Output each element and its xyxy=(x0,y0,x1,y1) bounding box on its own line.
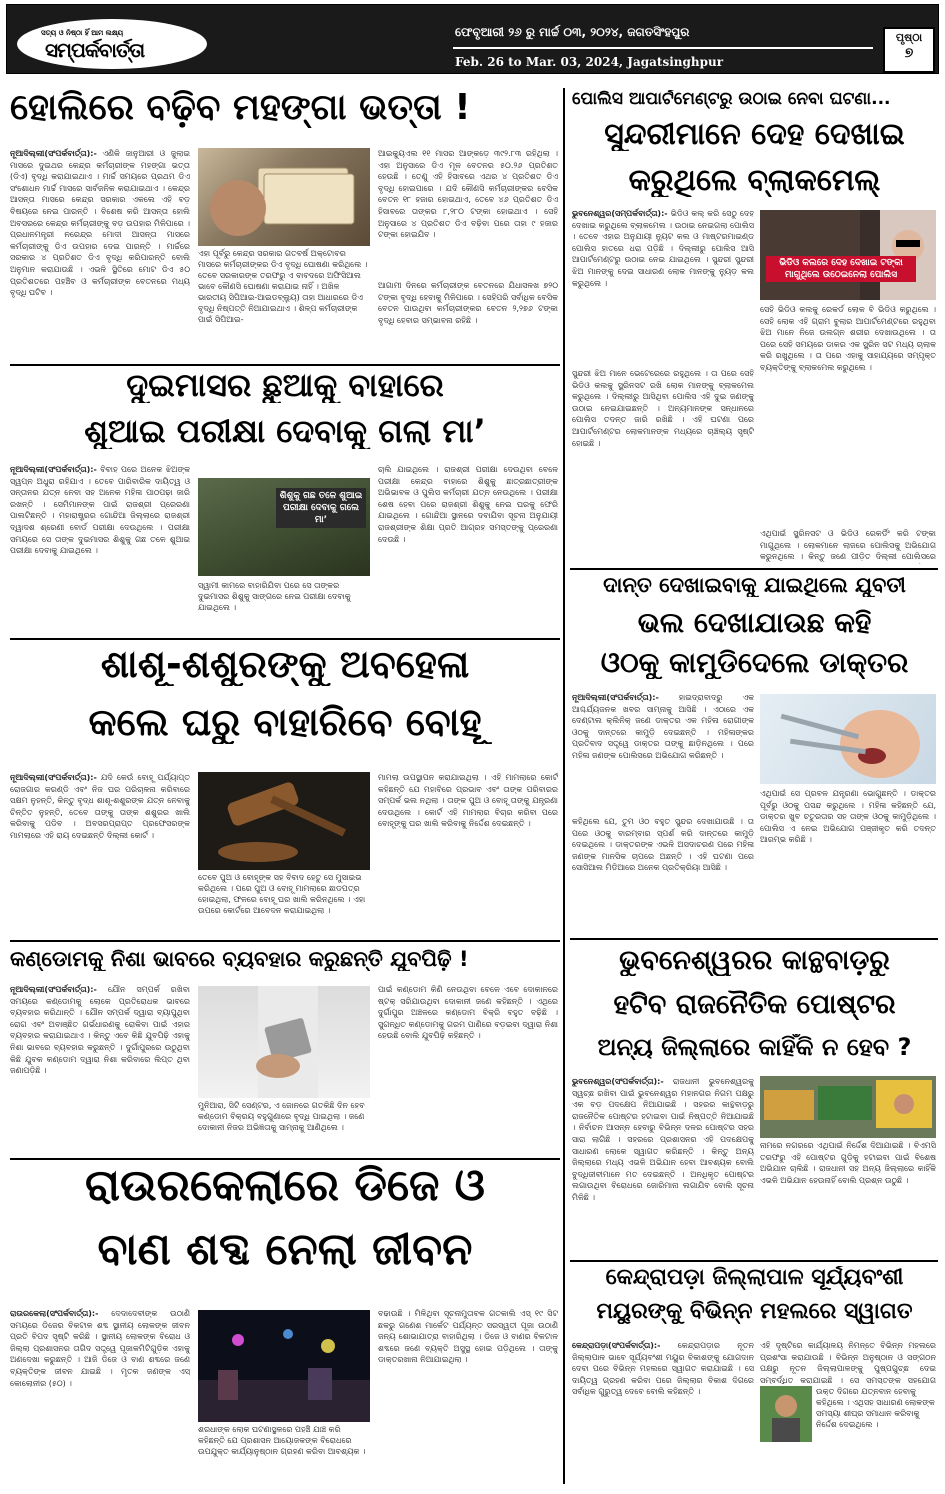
headline-raurkela-line1: ରାଉରକେଲାରେ ଡିଜେ ଓ xyxy=(84,1162,486,1211)
byline: ନୂଆଦିଲ୍ଲୀ(ସଂପର୍କବାର୍ତ୍ତା):- xyxy=(572,693,659,702)
article-kendrapara-caption: ଉକ୍ତ ଦିଗରେ ଯତ୍ନବାନ ହେବାକୁ କହିଥିଲେ । ଏଥିସହ ସାଧାରଣ ଲୋକଙ୍କ ସମସ୍ୟା ଶୀଘ୍ର ସମାଧାନ କରିବାକୁ ନିର୍ଦ୍ଦେଶ ଦେଇଥିଲେ । xyxy=(816,1387,935,1429)
article-condom-caption: ମୁନିଆରା, ସିଟି ସେଣ୍ଟର, ଏ ଜୋନରେ ଗତକିଛି ଦିନ ହେବ କଣ୍ଡୋମ ବିକ୍ରୟ ବହୁଗୁଣାରେ ବୃଦ୍ଧି ପାଇଥିଲା । ଜଣେ ଦୋକାନୀ ନିଜର ଅଭିଜ୍ଞତାକୁ ସାମ୍ନାକୁ ଆଣିଥିଲେ । xyxy=(198,1101,365,1132)
photo-overlay-text: ଶିଶୁକୁ ଗଛ ତଳେ ଶୁଆଇ ପରୀକ୍ଷା ଦେବାକୁ ଗଲେ ମା’ xyxy=(276,488,366,528)
headline-inlaws-line1: ଶାଶୂ-ଶଶୁରଙ୍କୁ ଅବହେଳା xyxy=(100,644,470,686)
article-blackmail-col2: ସେହି ଭିଡିଓ କଲକୁ ରେକର୍ଡ ଲୋକ ବି ଭିଡିଓ କରୁଥିଲେ । ସେହି ଲୋକ ଏହି ଗ୍ରାମ ବୁଲାର ଆପାର୍ଟମେଣ୍ଟରେ ରହୁଥିବା ଝିଅ ମାନେ ନିଜେ ଉଲଗ୍ନ ଶରୀର ଦେଖାଉଥିଲେ । ତା ପରେ ସେହି ସମୟରେ ଡାକର ଏକ ସ୍କ୍ରିନ ସଟ ମଧ୍ୟ ଚାଲାକ କରି ରଖୁଥିଲେ । ତା ପରେ ଏହାକୁ ସାହାଯ୍ୟରେ ସମ୍ପୃକ୍ତ ବ୍ୟକ୍ତିଙ୍କୁ ବ୍ଲାକମେଲ କରୁଥିଲେ । xyxy=(760,305,936,372)
divider xyxy=(10,940,560,942)
article-text: କେନ୍ଦ୍ରାପଡ଼ାର ନୂତନ ଜିଲ୍ଲାପାଳ ଭାବେ ସୂର୍ଯ୍ୟବଂଶୀ ମୟୁର ବିକାଶଙ୍କୁ ଯୋଗଦାନ ଦେବା ପରେ ବିଭିନ୍ନ ମହଲରେ ସ୍ୱାଗତ କରାଯାଇଛି । ସେ ଦାୟିତ୍ୱ ଗ୍ରହଣ କରିବା ପରେ ଜିଲ୍ଲାର ବିକାଶ ଦିଗରେ ସର୍ବାଧିକ ଗୁରୁତ୍ୱ ଦେବେ ବୋଲି କହିଛନ୍ତି । xyxy=(572,1341,754,1397)
divider xyxy=(10,1158,560,1160)
issue-date-english: Feb. 26 to Mar. 03, 2024, Jagatsinghpur xyxy=(455,55,724,69)
divider xyxy=(10,638,560,640)
byline: ଭୁବନେଶ୍ୱର(ସଂପର୍କବାର୍ତ୍ତା):- xyxy=(572,1077,664,1086)
article-raurkela-col1 xyxy=(10,1308,190,1484)
byline: କେନ୍ଦ୍ରାପଡ଼ା(ସଂପର୍କବାର୍ତ୍ତା):- xyxy=(572,1341,661,1350)
article-kendrapara-col2: ଏହି ଦୃଷ୍ଟିରେ କାର୍ଯ୍ୟାଳୟ ନିମନ୍ତେ ବିଭିନ୍ନ ମହଲରେ ପ୍ରଶଂସା କରାଯାଉଛି । ବିଭିନ୍ନ ଅନୁଷ୍ଠାନ ଓ ସଙ୍ଗଠନ ପକ୍ଷରୁ ନୂତନ ଜିଲ୍ଲାପାଳଙ୍କୁ ପୁଷ୍ପଗୁଚ୍ଛ ଦେଇ ସମ୍ବର୍ଦ୍ଧିତ କରାଯାଇଛି । ସେ ସମସ୍ତଙ୍କ ସହଯୋଗ xyxy=(760,1341,936,1384)
article-mother-col1 xyxy=(10,464,190,634)
condom-photo xyxy=(198,986,370,1098)
article-mother-caption: ସ୍ୱାମୀ କାମରେ ବାହାରିଯିବା ପରେ ସେ ତାଙ୍କର ଦୁଇମାସର ଶିଶୁକୁ ସାଙ୍ଗରେ ନେଇ ପରୀକ୍ଷା ଦେବାକୁ ଯାଇଥିଲେ । xyxy=(198,581,351,612)
article-holi-col2: ଆଇକ୍ୟୁଏଲ ୧୧ ମାସର ଆଙ୍କଡ଼େ ୩୯୨.୮୩ ରହିଥିଲା । ଏହା ଅନୁସାରେ ଡିଏ ମୂଳ ବେତନର ୫୦.୨୬ ପ୍ରତିଶତ ହେଉଛି । ତେଣୁ ଏହି ହିସାବରେ ଏଥର ୪ ପ୍ରତିଶତ ଡିଏ ବୃଦ୍ଧି ହୋଇପାରେ । ଯଦି କୌଣସି କର୍ମଚାରୀଙ୍କର ବେସିକ ବେତନ ୧୮ ହଜାର ହୋଇଥାଏ, ତେବେ ୪୬ ପ୍ରତିଶତ ଡିଏ ହିସାବରେ ତାଙ୍କର ୮,୨୮୦ ଟଙ୍କା ହୋଇଥାଏ । ସେହି ଅନୁସାରେ ୪ ପ୍ରତିଶତ ଡିଏ ବଢ଼ିବା ପରେ ତାହା ୯ ହଜାର ଟଙ୍କା ହୋଇଯିବ । xyxy=(378,149,558,240)
headline-kendrapara-line2: ମୟୁରଙ୍କୁ ବିଭିନ୍ନ ମହଲରେ ସ୍ୱାଗତ xyxy=(596,1300,913,1324)
divider xyxy=(570,938,938,940)
page-number: ୭ xyxy=(904,45,914,61)
article-text: ରାଜଧାନୀ ଭୁବନେଶ୍ୱରକୁ ସ୍ୱଚ୍ଛ ରଖିବା ପାଇଁ ଭୁବନେଶ୍ୱର ମହାନଗର ନିଗମ ପକ୍ଷରୁ ଏକ ବଡ଼ ପଦକ୍ଷେପ ନିଆଯାଇଛି । ସହରର କାନ୍ଥବାଡ଼ରୁ ରାଜନୈତିକ ପୋଷ୍ଟର ହଟାଇବା ପାଇଁ ନିଷ୍ପତ୍ତି ନିଆଯାଇଛି । ନିର୍ବାଚନ ଆସନ୍ନ ହେବାରୁ ବିଭିନ୍ନ ଦଳର ପୋଷ୍ଟର ସହର ସାରା ଲାଗିଛି । xyxy=(572,1077,754,1144)
article-blackmail-col3: ସୁନ୍ଦରୀ ଝିଅ ମାନେ ଭେଟେରେରେ ରହୁଥିଲେ । ତା ପରେ ସେହି ଭିଡିଓ କଲକୁ ସ୍କ୍ରିନସଟ ରଖି ଲୋକ ମାନଙ୍କୁ ବ୍ଲାକମେଲ କରୁଥିଲେ । ଦିଲ୍ଲୀରୁ ଆସିଥିବା ପୋଲିସ ଏହି ଦୁଇ ଜଣଙ୍କୁ ଉଠାଇ ନେଇଯାଇଛନ୍ତି । ଅନ୍ୟମାନଙ୍କ ସନ୍ଧାନରେ ପୋଲିସ ତଦନ୍ତ ଜାରି ରଖିଛି । ଏହି ଘଟଣା ପରେ ଆପାର୍ଟମେଣ୍ଟର ଲୋକମାନଙ୍କ ମଧ୍ୟରେ ଚାଞ୍ଚଲ୍ୟ ସୃଷ୍ଟି ହୋଇଛି । xyxy=(572,369,754,448)
divider xyxy=(570,568,938,570)
headline-blackmail-line2: କରୁଥିଲେ ବ୍ଲାକମେଲ୍ xyxy=(628,164,881,197)
byline: ନୂଆଦିଲ୍ଲୀ(ସଂପର୍କବାର୍ତ୍ତା):- xyxy=(10,465,97,474)
headline-condom: କଣ୍ଡୋମକୁ ନିଶା ଭାବରେ ବ୍ୟବହାର କରୁଛନ୍ତି ଯୁବପିଢ଼ି ! xyxy=(10,948,469,971)
currency-photo xyxy=(198,148,370,246)
dentist-photo xyxy=(760,694,936,784)
article-kendrapara-col1 xyxy=(572,1340,754,1484)
issue-date-odia: ଫେବୃଆରୀ ୨୬ ରୁ ମାର୍ଚ୍ଚ ୦୩, ୨୦୨୪, ଜଗତସିଂହପୁର xyxy=(455,25,690,39)
article-condom-col1 xyxy=(10,984,190,1154)
photo-overlay-text: ଭିଡିଓ କଲରେ ଦେହ ଦେଖାଇ ଟଙ୍କା ମାଗୁଥିଲେ ଉଠେଇନେଲା ପୋଲିସ xyxy=(766,256,916,282)
masthead xyxy=(6,4,939,74)
headline-mother-line1: ଦୁଇମାସର ଛୁଆକୁ ବାହାରେ xyxy=(126,368,444,404)
divider xyxy=(10,364,560,366)
article-inlaws-caption: ତେବେ ପୁଅ ଓ ବୋହୂଙ୍କ ସହ ବିବାଦ ହେତୁ ସେ ମୁସାଇଭ କରିଥିଲେ । ପରେ ପୁଅ ଓ ବୋହୂ ମାମଲାରେ ଛାଡପତ୍ର ହୋଇଥିଲା, ଫଳରେ ବୋହୂ ଘର ଖାଲି କରିନଥିଲେ । ଏହା ଉପରେ କୋର୍ଟରେ ଆବେଦନ କରାଯାଇଥିଲା । xyxy=(198,873,366,915)
article-holi-col3: ଆଗାମୀ ଦିନରେ କର୍ମଚାରୀଙ୍କ ବେତନରେ ଯିଧାସଳଖ ୭୨୦ ଟଙ୍କା ବୃଦ୍ଧି ହେବାକୁ ମିଳିପାରେ । ସେହିପରି ସର୍ବାଧିକ ବେସିକ ବେତନ ପାଉଥିବା କର୍ମଚାରୀଙ୍କର ବେତନ ୨,୨୭୬ ଟଙ୍କା ବୃଦ୍ଧି ହେବାର ସମ୍ଭାବନା ରହିଛି । xyxy=(378,281,558,325)
article-text: ଯଦି କେଉଁ ବୋହୂ ପର୍ଯ୍ୟାପ୍ତ ରୋଜଗାର କରଣ୍ଡି ଏବଂ ନିଜ ଘର ପରିଚାଳନା କରିବାରେ ସକ୍ଷମ ନୁହନ୍ତି, କିନ୍ତୁ ବୃଦ୍ଧ ଶାଶୂ-ଶଶୁରଙ୍କ ଯତ୍ନ ନେବାକୁ ଚିନ୍ତିତ ନୁହନ୍ତି, ତେବେ ତାଙ୍କୁ ତାଙ୍କ ଶଶୁରର ଖାଲି କରିବାକୁ ପଡିବ । ଅବସରପ୍ରାପ୍ତ ପ୍ରଫେସରଙ୍କ ମାମଲାରେ ଏହି ରାୟ ଦେଇଛନ୍ତି ଦିଲ୍ଲୀ କୋର୍ଟ । xyxy=(10,773,190,840)
headline-poster-line3: ଅନ୍ୟ ଜିଲ୍ଲାରେ କାହିଁକି ନ ହେବ ? xyxy=(597,1034,912,1061)
mother-child-photo xyxy=(198,478,370,576)
article-dentist-col3: କହିଥିଲେ ଯେ, ତୁମ ଓଠ ବହୁତ ସୁନ୍ଦର ଦେଖାଯାଉଛି । ତା ପରେ ଓଠକୁ ବାରମ୍ବାର ସ୍ପର୍ଶ କରି ଦାନ୍ତରେ କାମୁଡ଼ି ଦେଇଥିଲେ । ଡାକ୍ତରଙ୍କ ଏଭଳି ଅସଦାଚରଣ ପରେ ମହିଳା ଜଣଙ୍କ ମାନସିକ ଚାପରେ ଅଛନ୍ତି । ଏହି ଘଟଣା ପରେ ସୋସିଆଲ ମିଡିଆରେ ଅନେକ ପ୍ରତିକ୍ରିୟା ଆସିଛି । xyxy=(572,817,754,873)
kicker-blackmail: ପୋଲିସ ଆପାର୍ଟମେଣ୍ଟରୁ ଉଠାଇ ନେବା ଘଟଣା... xyxy=(572,90,891,109)
article-blackmail-col4: ଏଥିପାଇଁ ସ୍କ୍ରିନସଟ ଓ ଭିଡିଓ ରେକର୍ଡିଂ କରି ଟଙ୍କା ମାଗୁଥିଲେ । ଲୋକମାନେ ଲାଜରେ ପୋଲିସକୁ ଅଭିଯୋଗ କରୁନଥିଲେ । କିନ୍ତୁ ଜଣେ ପୀଡ଼ିତ ଦିଲ୍ଲୀ ପୋଲିସରେ xyxy=(760,529,936,562)
article-text: ଯୌନ ସମ୍ପର୍କ ରଖିବା ସମୟରେ କଣ୍ଡୋମକୁ ଲୋକେ ପ୍ରତିରୋଧକ ଭାବରେ ବ୍ୟବହାର କରିଥାନ୍ତି । ଯୌନ ସମ୍ପର୍କ ଦ୍ୱାରା ବ୍ୟାପୁଥିବା ରୋଗ ଏବଂ ଅବାଞ୍ଛିତ ଗର୍ଭଧାରଣକୁ ରୋକିବା ପାଇଁ ଏହାର ବ୍ୟବହାର କରାଯାଇଥାଏ । କିନ୍ତୁ ଏବେ କିଛି ଯୁବପିଢ଼ି ଏହାକୁ ନିଶା ଭାବରେ ବ୍ୟବହାର କରୁଛନ୍ତି । ଦୁର୍ଗାପୁରରେ ଉଠୁଥିବା କିଛି ଯୁବକ କଣ୍ଡୋମ ଦ୍ୱାରା ନିଶା କରିବାରେ ଲିପ୍ତ ଥିବା ଜଣାପଡ଼ିଛି । xyxy=(10,985,190,1076)
headline-poster-line1: ଭୁବନେଶ୍ୱରର କାନ୍ଥବାଡ଼ରୁ xyxy=(619,946,890,976)
divider xyxy=(570,1260,938,1262)
article-blackmail-col1 xyxy=(572,208,754,364)
headline-dentist-line3: ଓଠକୁ କାମୁଡିଦେଲେ ଡାକ୍ତର xyxy=(600,648,909,679)
article-dentist-col1 xyxy=(572,692,754,812)
article-text: ଦେଦାଦେବୀଙ୍କ ଉଠାଣି ସମୟରେ ଡିଜେର ବିକଟାଳ ଶବ୍ଦ ସ୍ଥାନୀୟ ଲୋକଙ୍କ ଜୀବନ ପ୍ରତି ବିପଦ ସୃଷ୍ଟି କରିଛି । ସ୍ଥାନୀୟ ଲୋକଙ୍କ ବିରୋଧ ଓ ଜିଲ୍ଲା ପ୍ରଶାସନର ତାଗିଦ ସତ୍ତ୍ୱେ ପୂଜାକମିଟିଗୁଡ଼ିକ ଏହାକୁ ଅଣଦେଖା କରୁଛନ୍ତି । ଆଜି ଡିଜେ ଓ ବାଣ ଶବ୍ଦରେ ଜଣେ ବ୍ୟକ୍ତିଙ୍କ ଜୀବନ ଯାଇଛି । ମୃତକ ଜଣଙ୍କ ଏସ୍ କୋଲୋନୀର (୫୦) । xyxy=(10,1309,190,1388)
byline: ନୂଆଦିଲ୍ଲୀ(ସଂପର୍କବାର୍ତ୍ତା):- xyxy=(10,985,97,994)
article-text: ଏଣିକି ଜାନୁଆରୀ ଓ ଜୁଲାଇ ମାସରେ ଦୁଇଥର କେନ୍ଦ୍ର କର୍ମଚାରୀଙ୍କ ମହଙ୍ଗା ଭତ୍ତା (ଡିଏ) ବୃଦ୍ଧି କରାଯାଇଥାଏ । ମାର୍ଚ୍ଚ ସମୟରେ ପ୍ରଥମ ଡିଏ ସଂଶୋଧନ ମାର୍ଚ୍ଚ ମାସରେ ସାର୍ବଜନିକ କରାଯାଇଥାଏ । କେନ୍ଦ୍ର ଆସନ୍ତା ମାସରେ କେନ୍ଦ୍ର ସରକାର ଏକଲେ ଏହି ବଡ଼ ବିଷୟରେ ନେଇ ପାରନ୍ତି । ବିଶେଷ କରି ଆସନ୍ତା ହୋଲି ଅବସରରେ କେନ୍ଦ୍ର କର୍ମଚାରୀଙ୍କୁ ବଡ଼ ଉପହାର ମିଳିପାରେ । ପ୍ରଧାନମନ୍ତ୍ରୀ ନରେନ୍ଦ୍ର ମୋଦୀ ଆସନ୍ତା ମାସରେ କର୍ମଚାରୀଙ୍କୁ ଡିଏ ଉପହାର ଦେଇ ପାରନ୍ତି । ମାର୍ଚ୍ଚରେ ସରକାର ୪ ପ୍ରତିଶତ ଡିଏ ବୃଦ୍ଧି କରିପାରନ୍ତି ବୋଲି ଅନୁମାନ କରାଯାଉଛି । ଏଭଳି ସ୍ଥିତିରେ ମୋଟ ଡିଏ ୫୦ ପ୍ରତିଶତରେ ପହଞ୍ଚିବ ଓ କର୍ମଚାରୀଙ୍କ ବେତନରେ ମଧ୍ୟ ବୃଦ୍ଧି ଘଟିବ । xyxy=(10,149,190,298)
logo-text: ସମ୍ପର୍କବାର୍ତ୍ତା xyxy=(45,38,145,62)
article-holi-caption: ଏହା ପୂର୍ବରୁ କେନ୍ଦ୍ର ସରକାର ଗତବର୍ଷ ଅକ୍ଟୋବର ମାସରେ କର୍ମଚାରୀଙ୍କର ଡିଏ ବୃଦ୍ଧି ଘୋଷଣା କରିଥିଲେ । ତେବେ ସରକାରଙ୍କ ତରଫରୁ ଏ ବାବଦରେ ଅଫିସିଆଲ ଭାବେ କୌଣସି ଘୋଷଣା କରାଯାଇ ନାହିଁ । ଅଖିଳ ଭାରତୀୟ ସିପିଆଇ-ଆଇଡବ୍ଲ୍ୟୁ) ତାହା ଆଧାରରେ ଡିଏ ବୃଦ୍ଧି ନିଷ୍ପତ୍ତି ନିଆଯାଇଥାଏ । ଶିଳ୍ପ କର୍ମଚାରୀଙ୍କ ପାଇଁ ସିପିଆଇ- xyxy=(198,249,368,324)
column-divider xyxy=(563,88,565,1484)
article-text-continued: ସହରରେ ପ୍ରଶାସନର ଏହି ପଦକ୍ଷେପକୁ ସାଧାରଣ ଲୋକେ ସ୍ୱାଗତ କରିଛନ୍ତି । କିନ୍ତୁ ଅନ୍ୟ ଜିଲ୍ଲାରେ ମଧ୍ୟ ଏଭଳି ଅଭିଯାନ ହେବା ଆବଶ୍ୟକ ବୋଲି ବୁଦ୍ଧିଜୀବୀମାନେ ମତ ଦେଇଛନ୍ତି । ଅନଧିକୃତ ପୋଷ୍ଟର ଲଗାଉଥିବା ବିରୋଧରେ ଜୋରିମାନା ଲଗାଯିବ ବୋଲି ସୂଚନା ମିଳିଛି । xyxy=(572,1134,754,1202)
headline-mother-line2: ଶୁଆଇ ପରୀକ୍ଷା ଦେବାକୁ ଗଲା ମା’ xyxy=(84,414,486,450)
gavel-photo xyxy=(198,772,370,870)
page-label: ପୃଷ୍ଠା xyxy=(895,31,923,44)
byline: ନୂଆଦିଲ୍ଲୀ(ସଂପର୍କବାର୍ତ୍ତା):- xyxy=(10,149,97,158)
article-poster-col1 xyxy=(572,1076,754,1256)
article-text: ବିବାହ ପରେ ଅନେକ ଝିଅଙ୍କ ସ୍ୱପ୍ନ ଅଧୁରା ରହିଯାଏ । ତେବେ ପାରିବାରିକ ଦାୟିତ୍ୱ ଓ ସନ୍ତାନର ଯତ୍ନ ନେବା ସହ ଅନେକ ମହିଳା ପାଠପଢ଼ା ଜାରି ରଖନ୍ତି । ସେମିମାନଙ୍କ ପାଇଁ ରାଜଶ୍ରୀ ପ୍ରେରଣା ପାଲଟିଛନ୍ତି । ମହାରାଷ୍ଟ୍ରର ଗୋନ୍ଦିଆ ଜିଲ୍ଲାରେ ରାଜଶ୍ରୀ ଦ୍ୱାଦଶ ଶ୍ରେଣୀ ବୋର୍ଡ ପରୀକ୍ଷା ଦେଉଥିଲେ । ପରୀକ୍ଷା ସମୟରେ ସେ ତାଙ୍କ ଦୁଇମାସର ଶିଶୁକୁ ଗଛ ତଳେ ଶୁଆଇ ପରୀକ୍ଷା ଦେବାକୁ ଯାଇଥିଲେ । xyxy=(10,465,190,556)
article-holi-col1 xyxy=(10,148,190,360)
page-number-box xyxy=(883,27,935,73)
article-raurkela-col2: ବଢାଉଛି । ମିଳିଥିବା ସୂଚନାମୁତାବକ ଗତକାଲି ଏସ୍ ୧୯ ସିଟ ଛକରୁ ଗଣେଶ ମାର୍କେଟ ପର୍ଯ୍ୟନ୍ତ ସରସ୍ୱତୀ ପୂଜା ଉଠାଣି ଜନ୍ୟ ଶୋଭାଯାତ୍ରା ବାହାରିଥିଲା । ଡିଜେ ଓ ବାଣର ବିକଟାଳ ଶବ୍ଦରେ ଜଣେ ବ୍ୟକ୍ତି ଅସୁସ୍ଥ ହୋଇ ପଡ଼ିଥିଲେ । ତାଙ୍କୁ ଡାକ୍ତରଖାନା ନିଆଯାଇଥିଲା । xyxy=(378,1309,558,1365)
article-raurkela-caption: ଶରଧାଙ୍କ ଲୋକ ଘଟଣାସ୍ଥଳରେ ପହଞ୍ଚି ଯାଞ୍ଚ କରି କହିଛନ୍ତି ଯେ ପ୍ରଶାସନ ଆୟୋଜକଙ୍କ ବିରୋଧରେ ଉପଯୁକ୍ତ କାର୍ଯ୍ୟାନୁଷ୍ଠାନ ଗ୍ରହଣ କରିବା ଆବଶ୍ୟକ । xyxy=(198,1425,366,1456)
headline-blackmail-line1: ସୁନ୍ଦରୀମାନେ ଦେହ ଦେଖାଇ xyxy=(604,118,905,151)
logo-tagline: ସତ୍ୟ ଓ ନିଷ୍ଠା ହିଁ ଆମ ଲକ୍ଷ୍ୟ xyxy=(41,29,124,37)
headline-inlaws-line2: କଲେ ଘରୁ ବାହାରିବେ ବୋହୂ xyxy=(88,702,482,744)
article-text: ହାଇଦ୍ରାବାଦରୁ ଏକ ଆଶ୍ଚର୍ଯ୍ୟଜନକ ଖବର ସାମ୍ନାକୁ ଆସିଛି । ଏଠାରେ ଏକ ଦେଣ୍ଟାଲ କ୍ଲିନିକ୍ ଜଣେ ଡାକ୍ତର ଏକ ମହିଳା ରୋଗୀଙ୍କ ଓଠକୁ ଦାନ୍ତରେ କାମୁଡ଼ି ଦେଇଛନ୍ତି । ମହିଳାଙ୍କର ପ୍ରତିବାଦ ସତ୍ତ୍ୱେ ଡାକ୍ତର ତାଙ୍କୁ ଛାଡ଼ିନଥିଲେ । ପରେ ମହିଳା ଜଣଙ୍କ ପୋଲିସରେ ଅଭିଯୋଗ କରିଛନ୍ତି । xyxy=(572,693,754,760)
article-condom-col2: ପାଇଁ କଣ୍ଡୋମ କିଣି ନେଉଥିବା ବେଳେ ଏବେ ଦୋକାନରେ ଷ୍ଟକ୍ ସରିଯାଉଥିବା ଦୋକାନୀ ଜଣେ କହିଛନ୍ତି । ଏଥିରେ ଦୁର୍ଗାପୁର ଅଞ୍ଚଳରେ କଣ୍ଡୋମ ବିକ୍ରି ବହୁତ ବଢ଼ିଛି । ସୁଗନ୍ଧିତ କଣ୍ଡୋମକୁ ଗରମ ପାଣିରେ ବଡ଼ଇବା ଦ୍ୱାରା ନିଶା ହେଉଛି ବୋଲି ଯୁବପିଢ଼ି କହିଛନ୍ତି । xyxy=(378,985,558,1041)
byline: ଭୁବନେଶ୍ୱର(ସମ୍ପର୍କବାର୍ତ୍ତା):- xyxy=(572,209,668,218)
article-text: ଭିଡିଓ କଲ୍ କରି ସେଠୁ ଦେହ ଦେଖାଇ କରୁଥିଲେ ବ୍ଲାକମେଲ । ଉଠାଇ ନେଇଗଲା ପୋଲିସ । ତେବେ ଏହାର ଅନୁଯାୟୀ ନ୍ୟୁଟ କଲ ଓ ମାଷ୍ଟରମାଇଣ୍ଡ ପୋଲିସ ହାତରେ ଧରା ପଡ଼ିଛି । ଦିଲ୍ଲୀରୁ ପୋଲିସ ଆସି ଆପାର୍ଟମେଣ୍ଟରୁ ଉଠାଇ ନେଇ ଯାଇଥିଲେ । ସୁନ୍ଦରୀ ସୁନ୍ଦରୀ ଝିଅ ମାନଙ୍କୁ ଦେଇ ସାଧାରଣ ଲୋକ ମାନଙ୍କୁ ନ୍ୟୁଡ଼ କଲ କରୁଥିଲେ । xyxy=(572,209,754,288)
article-inlaws-col2: ମାମଲା ଉପସ୍ଥାପନ କରାଯାଇଥିଲା । ଏହି ମାମଲାରେ କୋର୍ଟ କହିଛନ୍ତି ଯେ ମହାବିରେ ପ୍ରଭାବ ଏବଂ ତାଙ୍କ ପରିବାରର ସମ୍ପର୍କ ଭଲ ନଥିଲା । ତାଙ୍କ ପୁଅ ଓ ବୋହୂ ତାଙ୍କୁ ଯନ୍ତ୍ରଣା ଦେଉଥିଲେ । କୋର୍ଟ ଏହି ମାମଲାର ବିଚାର କରିବା ପରେ ବୋହୂଙ୍କୁ ଘର ଖାଲି କରିବାକୁ ନିର୍ଦ୍ଦେଶ ଦେଇଛନ୍ତି । xyxy=(378,773,558,829)
headline-dentist-line1: ଦାନ୍ତ ଦେଖାଇବାକୁ ଯାଇଥିଲେ ଯୁବତୀ xyxy=(603,574,906,597)
byline: ନୂଆଦିଲ୍ଲୀ(ସଂପର୍କବାର୍ତ୍ତା):- xyxy=(10,773,97,782)
masthead-rule xyxy=(453,47,873,49)
headline-kendrapara-line1: କେନ୍ଦ୍ରାପଡ଼ା ଜିଲ୍ଲାପାଳ ସୂର୍ଯ୍ୟବଂଶୀ xyxy=(605,1266,904,1290)
article-inlaws-col1 xyxy=(10,772,190,936)
byline: ରାଉରକେଲା(ସଂପର୍କବାର୍ତ୍ତା):- xyxy=(10,1309,99,1318)
headline-dentist-line2: ଭଲ ଦେଖାଯାଉଛ କହି xyxy=(637,608,872,639)
collector-photo xyxy=(760,1386,812,1442)
article-poster-col2: ନାମରେ ନଗରରେ ଏଥିପାଇଁ ନିର୍ଦ୍ଦେଶ ଦିଆଯାଇଛି । ବିଏମସି ତରଫରୁ ଏହି ପୋଷ୍ଟର ଗୁଡ଼ିକୁ ହଟାଇବା ପାଇଁ ବିଶେଷ ଅଭିଯାନ ଚାଲିଛି । ରାଜଧାନୀ ସହ ଅନ୍ୟ ଜିଲ୍ଲାରେ କାହିଁକି ଏଭଳି ଅଭିଯାନ ହେଉନାହିଁ ବୋଲି ପ୍ରଶ୍ନ ଉଠୁଛି । xyxy=(760,1141,936,1185)
headline-poster-line2: ହଟିବ ରାଜନୈତିକ ପୋଷ୍ଟର xyxy=(613,990,896,1020)
headline-holi: ହୋଲିରେ ବଢ଼ିବ ମହଙ୍ଗା ଭତ୍ତା ! xyxy=(10,88,471,128)
dj-procession-photo xyxy=(198,1310,370,1422)
headline-raurkela-line2: ବାଣ ଶବ୍ଦ ନେଲା ଜୀବନ xyxy=(97,1226,473,1275)
poster-photo xyxy=(760,1076,936,1138)
article-dentist-col2: ଏଥିପାଇଁ ସେ ପ୍ରବଳ ଯନ୍ତ୍ରଣା ଭୋଗୁଛନ୍ତି । ଡାକ୍ତର ପୂର୍ବରୁ ଓଠକୁ ପସନ୍ଦ କରୁଥିଲେ । ମହିଳା କହିଛନ୍ତି ଯେ, ଡାକ୍ତର ଖୁବ ଚତୁରତାର ସହ ତାଙ୍କ ଓଠକୁ କାମୁଡ଼ିଥିଲେ । ପୋଲିସ ଏ ନେଇ ଅଭିଯୋଗ ପଞ୍ଜୀକୃତ କରି ତଦନ୍ତ ଆରମ୍ଭ କରିଛି । xyxy=(760,789,936,845)
article-mother-col2: ଚାଲି ଯାଇଥିଲେ । ରାଜଶ୍ରୀ ପରୀକ୍ଷା ଦେଉଥିବା ବେଳେ ପରୀକ୍ଷା କେନ୍ଦ୍ର ବାହାରେ ଶିଶୁକୁ ଛାତ୍ରଛାତ୍ରୀଙ୍କ ଅଭିଭାବକ ଓ ପୁଲିସ କର୍ମଚାରୀ ଯତ୍ନ ନେଉଥିଲେ । ପରୀକ୍ଷା ଶେଷ ହେବା ପରେ ରାଜଶ୍ରୀ ଶିଶୁକୁ ନେଇ ଘରକୁ ଫେରି ଯାଇଥିଲେ । ଗୋନ୍ଦିଆ ସ୍ଥାନରେ ଦବାଯିବା ସୂଚନା ଅନୁଯାୟୀ ରାଜଶ୍ରୀଙ୍କ ଶିକ୍ଷା ପ୍ରତି ଆଗ୍ରହ ସମସ୍ତଙ୍କୁ ପ୍ରେରଣା ଦେଉଛି । xyxy=(378,465,558,544)
blackmail-photo xyxy=(760,210,936,300)
